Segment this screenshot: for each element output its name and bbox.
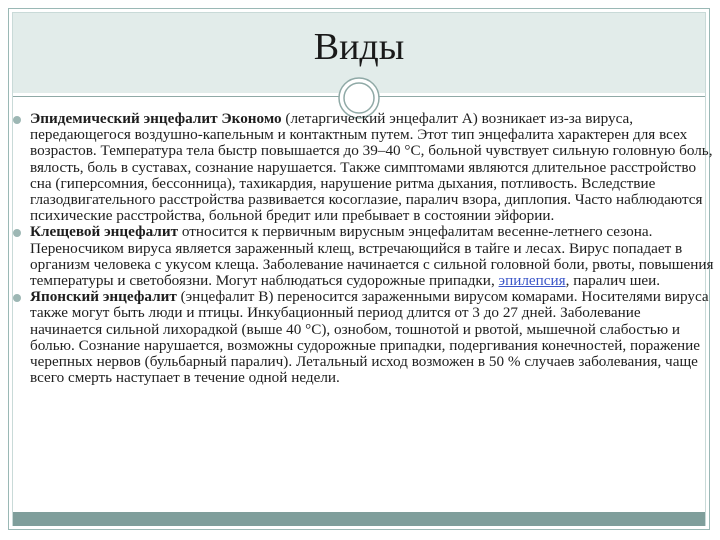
text-tick-borne-end: , паралич шеи. <box>565 272 661 290</box>
term-tick-borne: Клещевой энцефалит <box>30 223 179 241</box>
slide-title: Виды <box>313 26 405 68</box>
epilepsy-link[interactable]: эпилепсия <box>498 272 566 290</box>
bottom-bar <box>13 512 705 526</box>
text-economo: (летаргический энцефалит А) возникает из-за вируса, передающегося воздушно-капельным и контактным путем. Этот тип энцефалита характерен для всех возрастов. Температура тела быстр повышается до 39–40 °С, больной чувствует сильную головную боль, вялость, боль в суставах, сознание нарушается. Также симптомами являются длительное расстройство сна (гиперсомния, бессонница), тахикардия, нарушение ритма дыхания, потливость. Вследствие глазодвигательного расстройства развивается косоглазие, паралич взора, диплопия. Часто наблюдаются психические расстройства, больной бредит или пребывает в состоянии эйфории. <box>30 110 713 225</box>
list-item-japanese <box>30 289 714 386</box>
bullet-dot-icon <box>13 116 21 124</box>
term-japanese: Японский энцефалит <box>30 288 177 306</box>
bullet-list <box>30 111 714 386</box>
term-economo: Эпидемический энцефалит Экономо <box>30 110 282 127</box>
list-item-tick-borne <box>30 224 714 289</box>
text-tick-borne: относится к первичным вирусным энцефалитам весенне-летнего сезона. Переносчиком вируса является зараженный клещ, встречающийся в тайге и лесах. Вирус попадает в организм человека с укусом клеща. Заболевание начинается с сильной головной боли, рвоты, повышения температуры и светобоязни. Могут наблюдаться судорожные припадки, <box>30 223 714 290</box>
text-japanese: (энцефалит В) переносится зараженными вирусом комарами. Носителями вируса также могут быть люди и птицы. Инкубационный период длится от 3 до 27 дней. Заболевание начинается сильной лихорадкой (выше 40 °С), ознобом, тошнотой и рвотой, мышечной слабостью и болью. Сознание нарушается, возможны судорожные припадки, подергивания конечностей, поражение черепных нервов (бульбарный паралич). Летальный исход возможен в 50 % случаев заболевания, чаще всего смерть наступает в течение одной недели. <box>30 288 709 387</box>
list-item-economo <box>30 111 714 224</box>
